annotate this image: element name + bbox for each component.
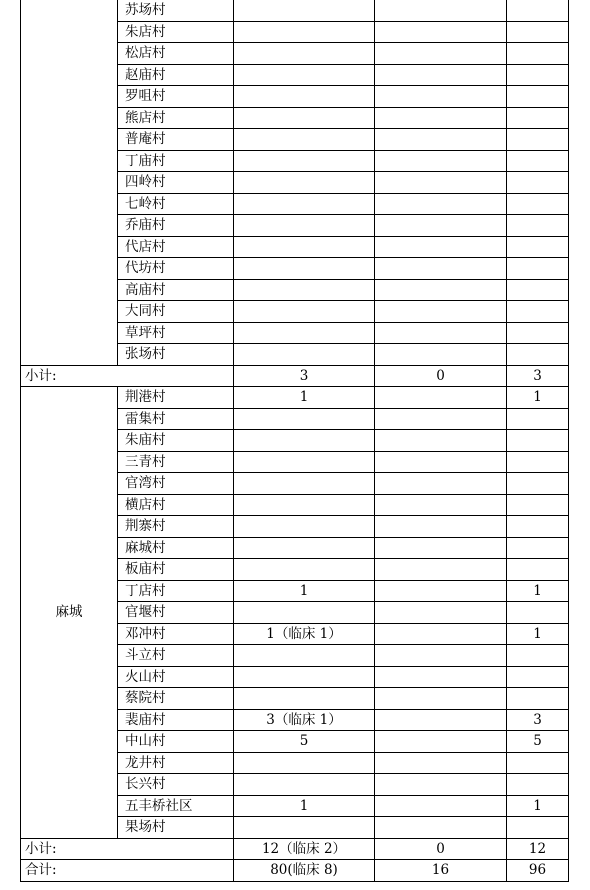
count-cell-a: 1（临床 1） (234, 623, 375, 645)
subtotal-value-a: 3 (234, 365, 375, 387)
count-cell-a (234, 172, 375, 194)
count-cell-a (234, 258, 375, 280)
count-cell-b (375, 645, 507, 667)
count-cell-b (375, 451, 507, 473)
count-cell-a: 5 (234, 731, 375, 753)
count-cell-a (234, 817, 375, 839)
count-cell-a (234, 322, 375, 344)
count-cell-b (375, 150, 507, 172)
village-name-cell: 七岭村 (118, 193, 234, 215)
count-cell-c (507, 774, 569, 796)
count-cell-c (507, 494, 569, 516)
count-cell-c (507, 602, 569, 624)
count-cell-c: 1 (507, 795, 569, 817)
count-cell-a (234, 408, 375, 430)
count-cell-c: 1 (507, 623, 569, 645)
subtotal-row (21, 365, 569, 387)
count-cell-c (507, 129, 569, 151)
count-cell-a (234, 86, 375, 108)
village-name-cell: 中山村 (118, 731, 234, 753)
count-cell-a (234, 150, 375, 172)
count-cell-b (375, 387, 507, 409)
village-name-cell: 荆港村 (118, 387, 234, 409)
count-cell-b (375, 430, 507, 452)
village-name-cell: 朱庙村 (118, 430, 234, 452)
village-name-cell: 赵庙村 (118, 64, 234, 86)
count-cell-c (507, 430, 569, 452)
count-cell-c (507, 666, 569, 688)
count-cell-b (375, 731, 507, 753)
total-value-c: 96 (507, 860, 569, 882)
count-cell-c (507, 451, 569, 473)
count-cell-b (375, 559, 507, 581)
count-cell-b (375, 236, 507, 258)
count-cell-b (375, 795, 507, 817)
count-cell-c (507, 344, 569, 366)
count-cell-b (375, 494, 507, 516)
total-row (21, 860, 569, 882)
village-name-cell: 官湾村 (118, 473, 234, 495)
count-cell-c: 5 (507, 731, 569, 753)
count-cell-c (507, 43, 569, 65)
village-name-cell: 三青村 (118, 451, 234, 473)
count-cell-b (375, 301, 507, 323)
table-row (21, 387, 569, 409)
count-cell-a (234, 344, 375, 366)
count-cell-a (234, 215, 375, 237)
count-cell-a: 1 (234, 387, 375, 409)
count-cell-b (375, 0, 507, 21)
subtotal-value-c: 3 (507, 365, 569, 387)
village-name-cell: 邓冲村 (118, 623, 234, 645)
village-name-cell: 草坪村 (118, 322, 234, 344)
count-cell-a (234, 473, 375, 495)
village-name-cell: 蔡院村 (118, 688, 234, 710)
subtotal-value-a: 12（临床 2） (234, 838, 375, 860)
count-cell-c (507, 559, 569, 581)
count-cell-c (507, 645, 569, 667)
village-name-cell: 普庵村 (118, 129, 234, 151)
count-cell-b (375, 666, 507, 688)
case-statistics-table (20, 0, 569, 882)
count-cell-c (507, 817, 569, 839)
village-name-cell: 横店村 (118, 494, 234, 516)
count-cell-c (507, 301, 569, 323)
village-name-cell: 罗咀村 (118, 86, 234, 108)
count-cell-c (507, 86, 569, 108)
count-cell-c (507, 279, 569, 301)
count-cell-b (375, 709, 507, 731)
count-cell-a (234, 107, 375, 129)
subtotal-label: 小计: (21, 365, 234, 387)
village-name-cell: 麻城村 (118, 537, 234, 559)
count-cell-c (507, 258, 569, 280)
count-cell-b (375, 623, 507, 645)
count-cell-a (234, 537, 375, 559)
village-name-cell: 张场村 (118, 344, 234, 366)
count-cell-a: 1 (234, 580, 375, 602)
count-cell-a (234, 21, 375, 43)
count-cell-b (375, 64, 507, 86)
total-value-b: 16 (375, 860, 507, 882)
count-cell-b (375, 215, 507, 237)
table-container (20, 0, 569, 882)
count-cell-c (507, 172, 569, 194)
village-name-cell: 四岭村 (118, 172, 234, 194)
count-cell-b (375, 279, 507, 301)
count-cell-a (234, 451, 375, 473)
village-name-cell: 火山村 (118, 666, 234, 688)
village-name-cell: 裴庙村 (118, 709, 234, 731)
count-cell-c (507, 752, 569, 774)
village-name-cell: 代店村 (118, 236, 234, 258)
count-cell-b (375, 688, 507, 710)
village-name-cell: 丁店村 (118, 580, 234, 602)
count-cell-c (507, 64, 569, 86)
count-cell-a (234, 193, 375, 215)
count-cell-a (234, 688, 375, 710)
town-name-cell (21, 0, 118, 365)
village-name-cell: 乔庙村 (118, 215, 234, 237)
village-name-cell: 朱店村 (118, 21, 234, 43)
subtotal-value-b: 0 (375, 838, 507, 860)
count-cell-c (507, 107, 569, 129)
count-cell-a (234, 602, 375, 624)
count-cell-c (507, 408, 569, 430)
count-cell-c: 3 (507, 709, 569, 731)
count-cell-a (234, 516, 375, 538)
village-name-cell: 代坊村 (118, 258, 234, 280)
count-cell-b (375, 408, 507, 430)
subtotal-row (21, 838, 569, 860)
subtotal-label: 小计: (21, 838, 234, 860)
village-name-cell: 龙井村 (118, 752, 234, 774)
village-name-cell: 长兴村 (118, 774, 234, 796)
count-cell-b (375, 86, 507, 108)
count-cell-b (375, 580, 507, 602)
village-name-cell: 斗立村 (118, 645, 234, 667)
count-cell-b (375, 21, 507, 43)
village-name-cell: 丁庙村 (118, 150, 234, 172)
village-name-cell: 高庙村 (118, 279, 234, 301)
count-cell-a (234, 494, 375, 516)
count-cell-c: 1 (507, 580, 569, 602)
subtotal-value-c: 12 (507, 838, 569, 860)
count-cell-c (507, 537, 569, 559)
count-cell-b (375, 473, 507, 495)
count-cell-b (375, 817, 507, 839)
count-cell-b (375, 774, 507, 796)
total-value-a: 80(临床 8) (234, 860, 375, 882)
count-cell-b (375, 322, 507, 344)
count-cell-a (234, 430, 375, 452)
count-cell-a (234, 0, 375, 21)
table-row (21, 0, 569, 21)
count-cell-a (234, 43, 375, 65)
count-cell-a (234, 129, 375, 151)
count-cell-b (375, 129, 507, 151)
count-cell-a (234, 279, 375, 301)
village-name-cell: 果场村 (118, 817, 234, 839)
village-name-cell: 大同村 (118, 301, 234, 323)
village-name-cell: 官堰村 (118, 602, 234, 624)
count-cell-c (507, 473, 569, 495)
count-cell-b (375, 537, 507, 559)
count-cell-b (375, 752, 507, 774)
count-cell-c (507, 688, 569, 710)
count-cell-a (234, 774, 375, 796)
count-cell-c (507, 516, 569, 538)
count-cell-a (234, 236, 375, 258)
village-name-cell: 板庙村 (118, 559, 234, 581)
count-cell-b (375, 43, 507, 65)
village-name-cell: 松店村 (118, 43, 234, 65)
count-cell-b (375, 107, 507, 129)
village-name-cell: 苏场村 (118, 0, 234, 21)
count-cell-c (507, 236, 569, 258)
village-name-cell: 雷集村 (118, 408, 234, 430)
count-cell-c (507, 215, 569, 237)
town-name-cell: 麻城 (21, 387, 118, 839)
count-cell-c (507, 150, 569, 172)
count-cell-b (375, 602, 507, 624)
count-cell-c: 1 (507, 387, 569, 409)
count-cell-c (507, 322, 569, 344)
count-cell-c (507, 21, 569, 43)
count-cell-c (507, 193, 569, 215)
count-cell-a (234, 752, 375, 774)
subtotal-value-b: 0 (375, 365, 507, 387)
count-cell-b (375, 193, 507, 215)
count-cell-a (234, 645, 375, 667)
count-cell-b (375, 258, 507, 280)
total-label: 合计: (21, 860, 234, 882)
village-name-cell: 五丰桥社区 (118, 795, 234, 817)
count-cell-b (375, 344, 507, 366)
count-cell-a (234, 301, 375, 323)
count-cell-b (375, 516, 507, 538)
count-cell-a (234, 666, 375, 688)
village-name-cell: 熊店村 (118, 107, 234, 129)
count-cell-a (234, 64, 375, 86)
count-cell-a: 3（临床 1） (234, 709, 375, 731)
count-cell-a: 1 (234, 795, 375, 817)
count-cell-a (234, 559, 375, 581)
count-cell-c (507, 0, 569, 21)
village-name-cell: 荆寨村 (118, 516, 234, 538)
count-cell-b (375, 172, 507, 194)
